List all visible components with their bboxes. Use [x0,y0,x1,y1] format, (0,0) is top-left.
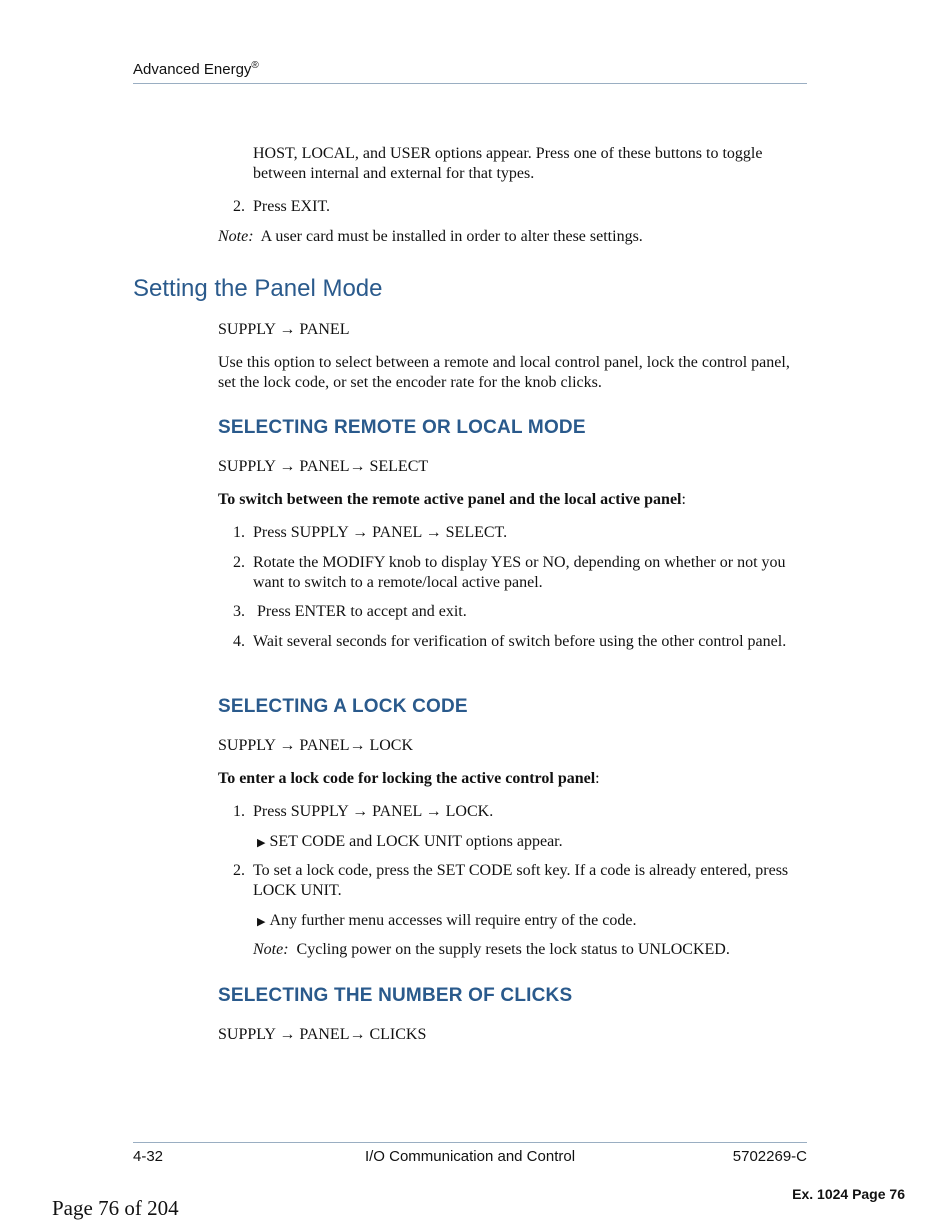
triangle-bullet-icon: ▶ [257,916,266,928]
footer-page-number: 4-32 [133,1148,164,1165]
footer-document-number: 5702269-C [732,1148,807,1165]
lock-code-step-text: Press SUPPLY → PANEL → LOCK. [253,803,494,820]
intro-step-text: Press EXIT. [253,198,331,215]
section-title-panel-mode: Setting the Panel Mode [133,275,383,302]
lock-code-path: SUPPLY → PANEL→ LOCK [218,737,414,754]
lock-code-result: ▶ Any further menu accesses will require entry of the code. [257,912,637,929]
intro-paragraph: HOST, LOCAL, and USER options appear. Press one of these buttons to toggle between internal and external for that types. [253,145,763,182]
panel-mode-description: Use this option to select between a remote and local control panel, lock the control panel, set the lock code, or set the encoder rate for the knob clicks. [218,354,790,391]
remote-local-step-number: 4. [233,633,245,650]
lock-code-lead: To enter a lock code for locking the active control panel: [218,770,600,787]
panel-mode-path: SUPPLY → PANEL [218,321,350,338]
clicks-path: SUPPLY → PANEL→ CLICKS [218,1026,427,1043]
subsection-title-clicks: SELECTING THE NUMBER OF CLICKS [218,985,573,1006]
footer-chapter: I/O Communication and Control [364,1148,576,1165]
lock-code-step-text: To set a lock code, press the SET CODE soft key. If a code is already entered, press LOCK UNIT. [253,862,789,899]
remote-local-step-number: 1. [233,524,245,541]
intro-step-number: 2. [233,198,245,215]
subsection-title-lock-code: SELECTING A LOCK CODE [218,696,468,717]
remote-local-path: SUPPLY → PANEL→ SELECT [218,458,429,475]
lock-code-step-number: 1. [233,803,245,820]
lock-code-step-number: 2. [233,862,245,879]
intro-note: Note: A user card must be installed in order to alter these settings. [218,228,643,245]
remote-local-step-text: Wait several seconds for verification of switch before using the other control panel. [253,633,787,650]
remote-local-step-text: Press SUPPLY → PANEL → SELECT. [253,524,508,541]
lock-code-result: ▶ SET CODE and LOCK UNIT options appear. [257,833,563,850]
page-count: Page 76 of 204 [52,1196,179,1220]
remote-local-lead: To switch between the remote active panel and the local active panel: [218,491,686,508]
exhibit-label: Ex. 1024 Page 76 [792,1186,905,1202]
remote-local-step-text: Press ENTER to accept and exit. [253,603,467,620]
lock-code-note: Note: Cycling power on the supply resets the lock status to UNLOCKED. [253,941,730,958]
remote-local-step-number: 3. [233,603,245,620]
footer-rule [133,1142,807,1143]
remote-local-step-text: Rotate the MODIFY knob to display YES or NO, depending on whether or not you want to switch to a remote/local active panel. [253,554,786,591]
header-rule [133,83,807,84]
remote-local-step-number: 2. [233,554,245,571]
header-brand: Advanced Energy® [133,60,259,78]
triangle-bullet-icon: ▶ [257,837,266,849]
subsection-title-remote-local: SELECTING REMOTE OR LOCAL MODE [218,417,586,438]
